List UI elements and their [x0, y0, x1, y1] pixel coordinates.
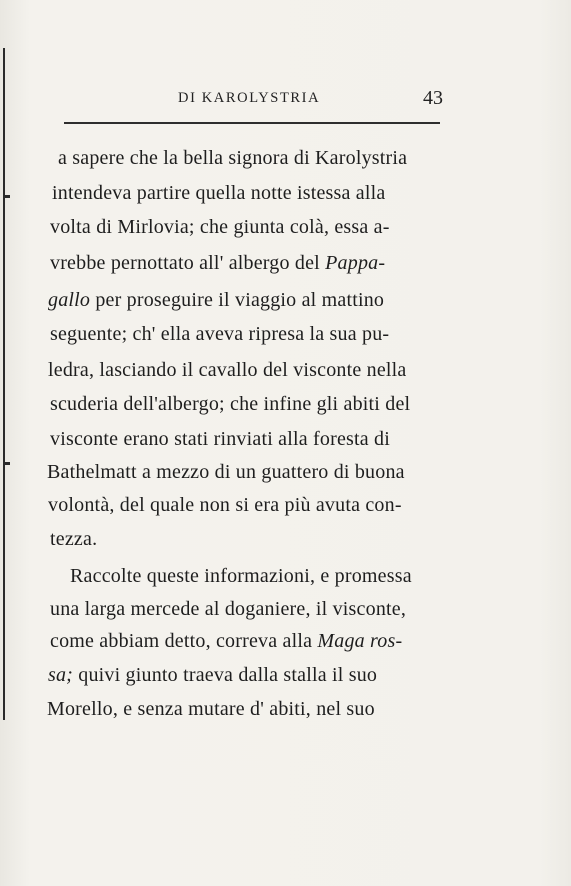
text-line: gallo per proseguire il viaggio al mattino: [48, 289, 385, 311]
running-title: DI KAROLYSTRIA: [178, 90, 321, 106]
italic-word: Maga ros-: [317, 630, 403, 652]
text-line: Raccolte queste informazioni, e promessa: [70, 565, 412, 587]
page-number: 43: [423, 87, 443, 109]
binding-mark: [4, 195, 10, 198]
text-line: come abbiam detto, correva alla Maga ros-: [50, 630, 403, 652]
text-line: scuderia dell'albergo; che infine gli abiti del: [50, 393, 411, 415]
text-line: volontà, del quale non si era più avuta con-: [48, 494, 402, 516]
header-rule: [64, 122, 440, 124]
italic-word: sa;: [48, 664, 74, 686]
text-line: volta di Mirlovia; che giunta colà, essa a-: [50, 216, 390, 238]
text-line: vrebbe pernottato all' albergo del Pappa-: [50, 252, 386, 274]
text-line: a sapere che la bella signora di Karolystria: [58, 147, 408, 169]
text-line: una larga mercede al doganiere, il visconte,: [50, 598, 407, 620]
text-line: sa; quivi giunto traeva dalla stalla il suo: [48, 664, 378, 686]
text-line: tezza.: [50, 528, 98, 550]
text-line: Bathelmatt a mezzo di un guattero di buona: [47, 461, 405, 483]
italic-word: gallo: [48, 289, 91, 311]
text-line: ledra, lasciando il cavallo del visconte nella: [48, 359, 407, 381]
text-line: intendeva partire quella notte istessa alla: [52, 182, 386, 204]
binding-mark: [4, 462, 10, 465]
text-line: seguente; ch' ella aveva ripresa la sua pu-: [50, 323, 390, 345]
italic-word: Pappa-: [325, 252, 386, 274]
text-line: visconte erano stati rinviati alla foresta di: [50, 428, 390, 450]
text-line: Morello, e senza mutare d' abiti, nel suo: [47, 698, 375, 720]
binding-edge: [3, 48, 5, 720]
